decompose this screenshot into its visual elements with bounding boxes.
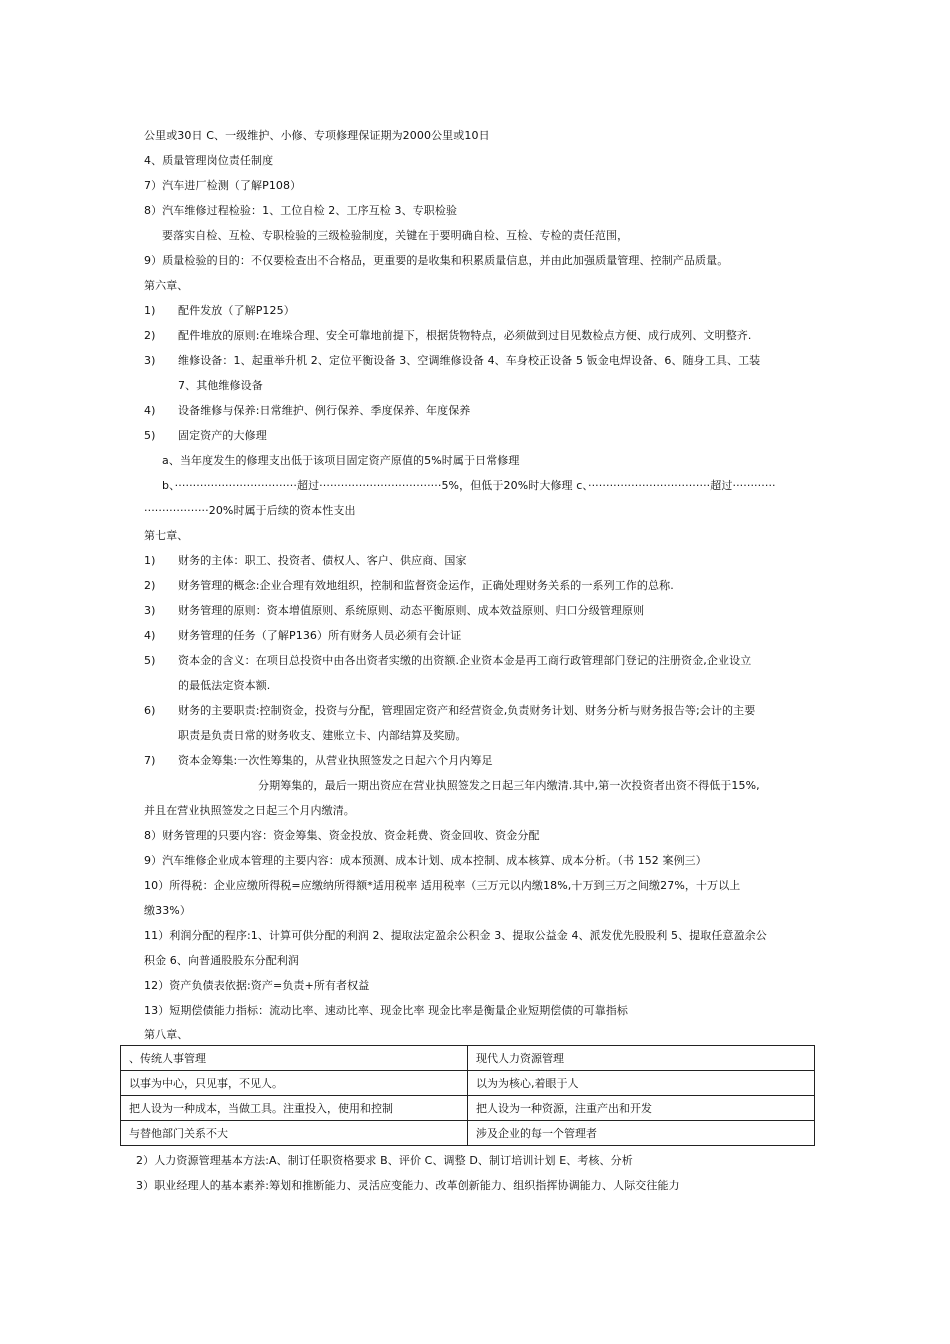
list-text: 资本金的含义：在项目总投资中由各出资者实缴的出资额.企业资本金是再工商行政管理部门登记的注册资金,企业设立 — [178, 654, 752, 667]
list-item — [144, 629, 461, 643]
table-cell: 把人设为一种成本，当做工具。注重投入，使用和控制 — [121, 1096, 468, 1121]
table-cell: 以为为核心,着眼于人 — [468, 1071, 815, 1096]
text-line: 8）财务管理的只要内容：资金筹集、资金投放、资金耗费、资金回收、资金分配 — [144, 829, 540, 842]
list-text: 维修设备：1、起重举升机 2、定位平衡设备 3、空调维修设备 4、车身校正设备 5 钣金电焊设备、6、随身工具、工装 — [178, 354, 761, 367]
text-line: 的最低法定资本额. — [178, 679, 271, 692]
list-number: 3) — [144, 354, 156, 367]
text-line: 3）职业经理人的基本素养:筹划和推断能力、灵活应变能力、改革创新能力、组织指挥协调能力、人际交往能力 — [136, 1179, 680, 1192]
text-line: 11）利润分配的程序:1、计算可供分配的利润 2、提取法定盈余公积金 3、提取公益金 4、派发优先股股利 5、提取任意盈余公 — [144, 929, 767, 942]
list-item — [144, 654, 751, 668]
list-number: 2) — [144, 329, 156, 342]
table-row — [121, 1046, 815, 1071]
list-item — [144, 604, 644, 618]
text-line: a、当年度发生的修理支出低于该项目固定资产原值的5%时属于日常修理 — [162, 454, 520, 467]
list-item — [144, 754, 493, 768]
table-cell: 与替他部门关系不大 — [121, 1121, 468, 1146]
table-header-cell: 现代人力资源管理 — [468, 1046, 815, 1071]
text-line: 7）汽车进厂检测（了解P108） — [144, 179, 302, 192]
table-cell: 以事为中心，只见事，不见人。 — [121, 1071, 468, 1096]
text-line: 13）短期偿债能力指标：流动比率、速动比率、现金比率 现金比率是衡量企业短期偿债的可靠指标 — [144, 1004, 628, 1017]
hr-comparison-table — [120, 1045, 815, 1146]
list-number: 4) — [144, 629, 156, 642]
list-text: 财务管理的任务（了解P136）所有财务人员必须有会计证 — [178, 629, 462, 642]
list-item — [144, 354, 760, 368]
text-line: 10）所得税：企业应缴所得税=应缴纳所得额*适用税率 适用税率（三万元以内缴18%,十万到三万之间缴27%，十万以上 — [144, 879, 741, 892]
chapter-heading: 第八章、 — [144, 1028, 189, 1041]
text-line: 2）人力资源管理基本方法:A、制订任职资格要求 B、评价 C、调整 D、制订培训计划 E、考核、分析 — [136, 1154, 633, 1167]
text-line: 并且在营业执照签发之日起三个月内缴清。 — [144, 804, 355, 817]
list-text: 财务管理的原则：资本增值原则、系统原则、动态平衡原则、成本效益原则、归口分级管理原则 — [178, 604, 645, 617]
list-text: 财务的主体：职工、投资者、债权人、客户、供应商、国家 — [178, 554, 467, 567]
list-number: 4) — [144, 404, 156, 417]
list-text: 固定资产的大修理 — [178, 429, 267, 442]
chapter-heading: 第六章、 — [144, 279, 189, 292]
text-line: 缴33%） — [144, 904, 191, 917]
table-row — [121, 1096, 815, 1121]
list-text: 财务的主要职责:控制资金，投资与分配，管理固定资产和经营资金,负责财务计划、财务分析与财务报告等;会计的主要 — [178, 704, 756, 717]
text-line: b、··································超过··································5%，但低于20%时大修理 c、··································超过············ — [162, 479, 776, 492]
table-cell: 涉及企业的每一个管理者 — [468, 1121, 815, 1146]
text-line: 7、其他维修设备 — [178, 379, 263, 392]
list-item — [144, 429, 267, 443]
list-item — [144, 329, 752, 343]
table-cell: 把人设为一种资源，注重产出和开发 — [468, 1096, 815, 1121]
list-item — [144, 304, 295, 318]
list-number: 1) — [144, 304, 156, 317]
chapter-heading: 第七章、 — [144, 529, 189, 542]
table-row — [121, 1121, 815, 1146]
list-text: 设备维修与保养:日常维护、例行保养、季度保养、年度保养 — [178, 404, 471, 417]
text-line: 12）资产负债表依据:资产=负责+所有者权益 — [144, 979, 370, 992]
list-text: 配件堆放的原则:在堆垛合理、安全可靠地前提下，根据货物特点，必须做到过目见数检点方便、成行成列、文明整齐. — [178, 329, 752, 342]
table-row — [121, 1071, 815, 1096]
text-line: 分期筹集的，最后一期出资应在营业执照签发之日起三年内缴清.其中,第一次投资者出资不得低于15%, — [258, 779, 760, 792]
list-item — [144, 704, 755, 718]
text-line: 公里或30日 C、一级维护、小修、专项修理保证期为2000公里或10日 — [144, 129, 490, 142]
list-number: 5) — [144, 654, 156, 667]
list-number: 2) — [144, 579, 156, 592]
text-line: 9）质量检验的目的：不仅要检查出不合格品，更重要的是收集和积累质量信息，并由此加强质量管理、控制产品质量。 — [144, 254, 729, 267]
text-line: 8）汽车维修过程检验：1、工位自检 2、工序互检 3、专职检验 — [144, 204, 458, 217]
list-number: 1) — [144, 554, 156, 567]
text-line: 职责是负责日常的财务收支、建账立卡、内部结算及奖励。 — [178, 729, 467, 742]
list-item — [144, 554, 467, 568]
list-text: 财务管理的概念:企业合理有效地组织，控制和监督资金运作，正确处理财务关系的一系列工作的总称. — [178, 579, 674, 592]
text-line: 积金 6、向普通股股东分配利润 — [144, 954, 299, 967]
text-line: ··················20%时属于后续的资本性支出 — [144, 504, 356, 517]
list-number: 7) — [144, 754, 156, 767]
list-item — [144, 404, 470, 418]
list-number: 3) — [144, 604, 156, 617]
list-number: 6) — [144, 704, 156, 717]
table-header-cell: 、传统人事管理 — [121, 1046, 468, 1071]
list-text: 配件发放（了解P125） — [178, 304, 295, 317]
list-number: 5) — [144, 429, 156, 442]
text-line: 9）汽车维修企业成本管理的主要内容：成本预测、成本计划、成本控制、成本核算、成本分析。（书 152 案例三） — [144, 854, 707, 867]
list-item — [144, 579, 674, 593]
text-line: 要落实自检、互检、专职检验的三级检验制度，关键在于要明确自检、互检、专检的责任范围， — [162, 229, 629, 242]
text-line: 4、质量管理岗位责任制度 — [144, 154, 274, 167]
list-text: 资本金筹集:一次性筹集的，从营业执照签发之日起六个月内筹足 — [178, 754, 493, 767]
